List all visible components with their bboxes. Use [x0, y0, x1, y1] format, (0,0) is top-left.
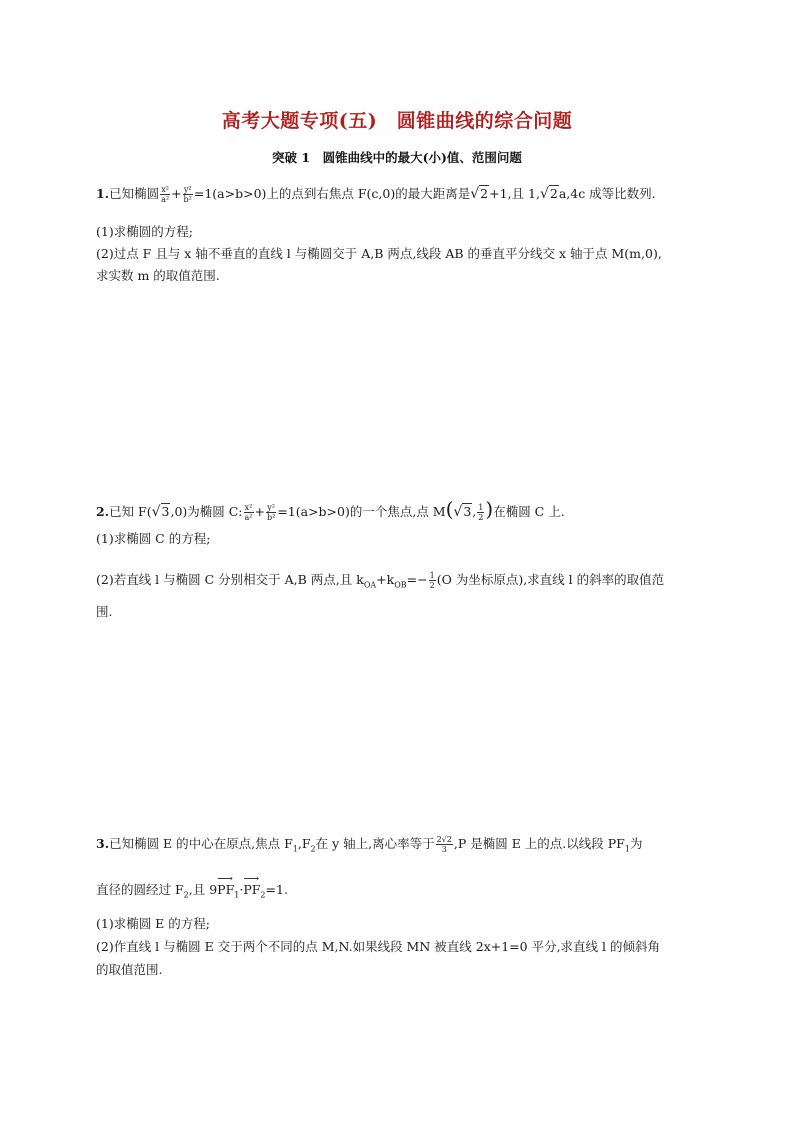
q2-frac-half: $\frac{1}{2}$ — [478, 503, 484, 522]
q2-frac-x: $\frac{\text{x²}}{\text{a²}}$ — [244, 503, 253, 522]
q1-part1: (1)求椭圆的方程; — [96, 224, 193, 239]
q2-part2: (2)若直线 l 与椭圆 C 分别相交于 A,B 两点,且 $k_{OA}+k_{OB}=-$ $\frac{1}{2}$ (O 为坐标原点),求直线 l 的斜率的取值范 — [96, 571, 665, 590]
q3-part1: (1)求椭圆 E 的方程; — [96, 916, 210, 931]
q2-number: 2. — [96, 504, 110, 519]
q2-part2-cont: 围. — [96, 604, 113, 619]
q2-part1: (1)求椭圆 C 的方程; — [96, 531, 211, 546]
section-subtitle: 突破 1 圆锥曲线中的最大(小)值、范围问题 — [272, 150, 522, 165]
q2-stem: 2.已知 F(√3,0)为椭圆 C: $\frac{\text{x²}}{\text{a²}}$ + $\frac{\text{y²}}{\text{b²}}$ =1(a>b>0)的一个焦点,点 M(√3, $\frac{1}{2}$ )在椭圆 C 上. — [96, 497, 565, 522]
q3-part2: (2)作直线 l 与椭圆 E 交于两个不同的点 M,N.如果线段 MN 被直线 2x+1=0 平分,求直线 l 的倾斜角 — [96, 939, 660, 954]
vector-pf1: ⟶ $PF_1$ — [217, 880, 239, 906]
q1-frac-y: $\frac{\text{y²}}{\text{b²}}$ — [183, 185, 192, 204]
q3-number: 3. — [96, 836, 110, 851]
page-title: 高考大题专项(五) 圆锥曲线的综合问题 — [221, 110, 573, 132]
q1-part2-cont: 求实数 m 的取值范围. — [96, 268, 220, 283]
q1-part2: (2)过点 F 且与 x 轴不垂直的直线 l 与椭圆交于 A,B 两点,线段 AB 的垂直平分线交 x 轴于点 M(m,0), — [96, 246, 662, 261]
q3-frac-ecc: $\frac{2√2}{3}$ — [436, 835, 452, 854]
q2-frac-neg-half: $\frac{1}{2}$ — [429, 571, 435, 590]
q3-stem-cont: 直径的圆经过 $F_2$,且 9⟶ $PF_1\cdot⟶$ $PF_2=1$. — [96, 880, 706, 906]
q2-frac-y: $\frac{\text{y²}}{\text{b²}}$ — [267, 503, 276, 522]
vector-pf2: ⟶ $PF_2$ — [243, 880, 265, 906]
q3-stem: 3.已知椭圆 E 的中心在原点,焦点 $F_1,F_2$在 y 轴上,离心率等于 $\frac{2√2}{3}$ ,P 是椭圆 E 上的点.以线段 $PF_1$为 — [96, 835, 643, 854]
q1-stem: 1.已知椭圆 $\frac{\text{x²}}{\text{a²}}$ + $\frac{\text{y²}}{\text{b²}}$ =1(a>b>0)上的点到右焦点 F(c,0)的最大距离是√2+1,且 1,√2a,4c 成等比数列. — [96, 185, 656, 204]
q3-part2-cont: 的取值范围. — [96, 962, 163, 977]
q1-number: 1. — [96, 186, 110, 201]
q1-frac-x: $\frac{\text{x²}}{\text{a²}}$ — [161, 185, 170, 204]
